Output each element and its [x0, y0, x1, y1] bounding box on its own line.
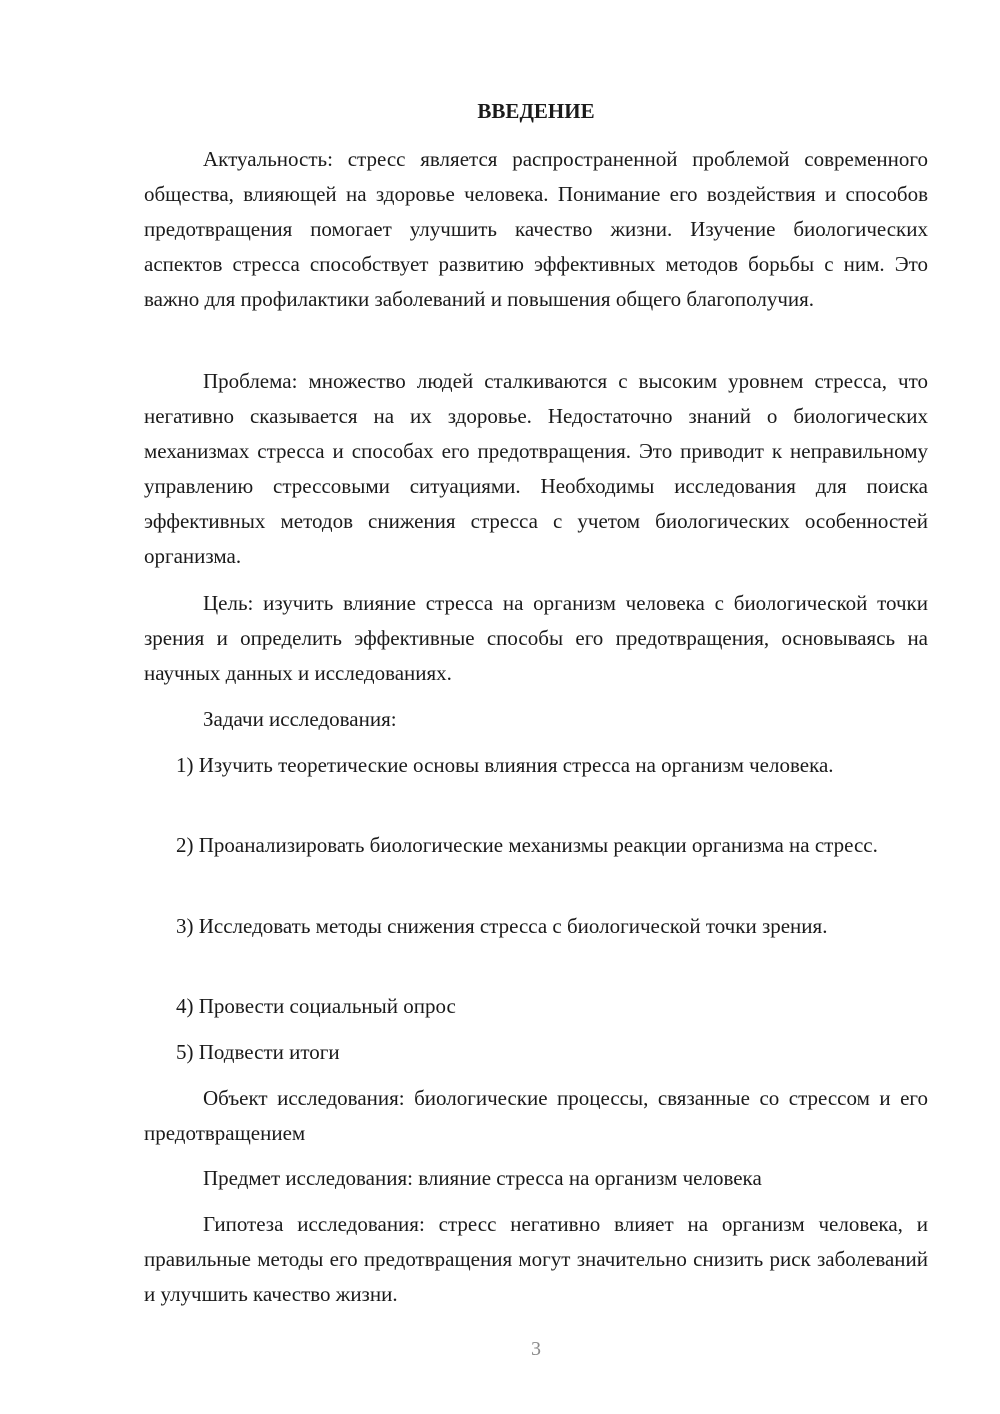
- object-paragraph: Объект исследования: биологические процессы, связанные со стрессом и его предотвращением: [144, 1086, 928, 1145]
- subject-paragraph: Предмет исследования: влияние стресса на организм человека: [203, 1166, 762, 1190]
- section-title: ВВЕДЕНИЕ: [477, 99, 595, 123]
- task-item-1: 1) Изучить теоретические основы влияния стресса на организм человека.: [176, 753, 834, 777]
- tasks-heading: Задачи исследования:: [203, 707, 397, 731]
- hypothesis-paragraph: Гипотеза исследования: стресс негативно влияет на организм человека, и правильные методы его предотвращения могут значительно снизить риск заболеваний и улучшить качество жизни.: [144, 1212, 928, 1306]
- problem-paragraph: Проблема: множество людей сталкиваются с высоким уровнем стресса, что негативно сказывается на их здоровье. Недостаточно знаний о биологических механизмах стресса и способах его предотвращения. Это приводит к неправильному управлению стрессовыми ситуациями. Необходимы исследования для поиска эффективных методов снижения стресса с учетом биологических особенностей организма.: [144, 369, 928, 568]
- relevance-paragraph: Актуальность: стресс является распространенной проблемой современного общества, влияющей на здоровье человека. Понимание его воздействия и способов предотвращения помогает улучшить качество жизни. Изучение биологических аспектов стресса способствует развитию эффективных методов борьбы с ним. Это важно для профилактики заболеваний и повышения общего благополучия.: [144, 147, 928, 311]
- task-item-2: 2) Проанализировать биологические механизмы реакции организма на стресс.: [176, 833, 878, 857]
- task-item-4: 4) Провести социальный опрос: [176, 994, 456, 1018]
- goal-paragraph: Цель: изучить влияние стресса на организм человека с биологической точки зрения и определить эффективные способы его предотвращения, основываясь на научных данных и исследованиях.: [144, 591, 928, 685]
- task-item-5: 5) Подвести итоги: [176, 1040, 340, 1064]
- task-item-3: 3) Исследовать методы снижения стресса с биологической точки зрения.: [176, 914, 828, 938]
- page-number: 3: [531, 1338, 541, 1360]
